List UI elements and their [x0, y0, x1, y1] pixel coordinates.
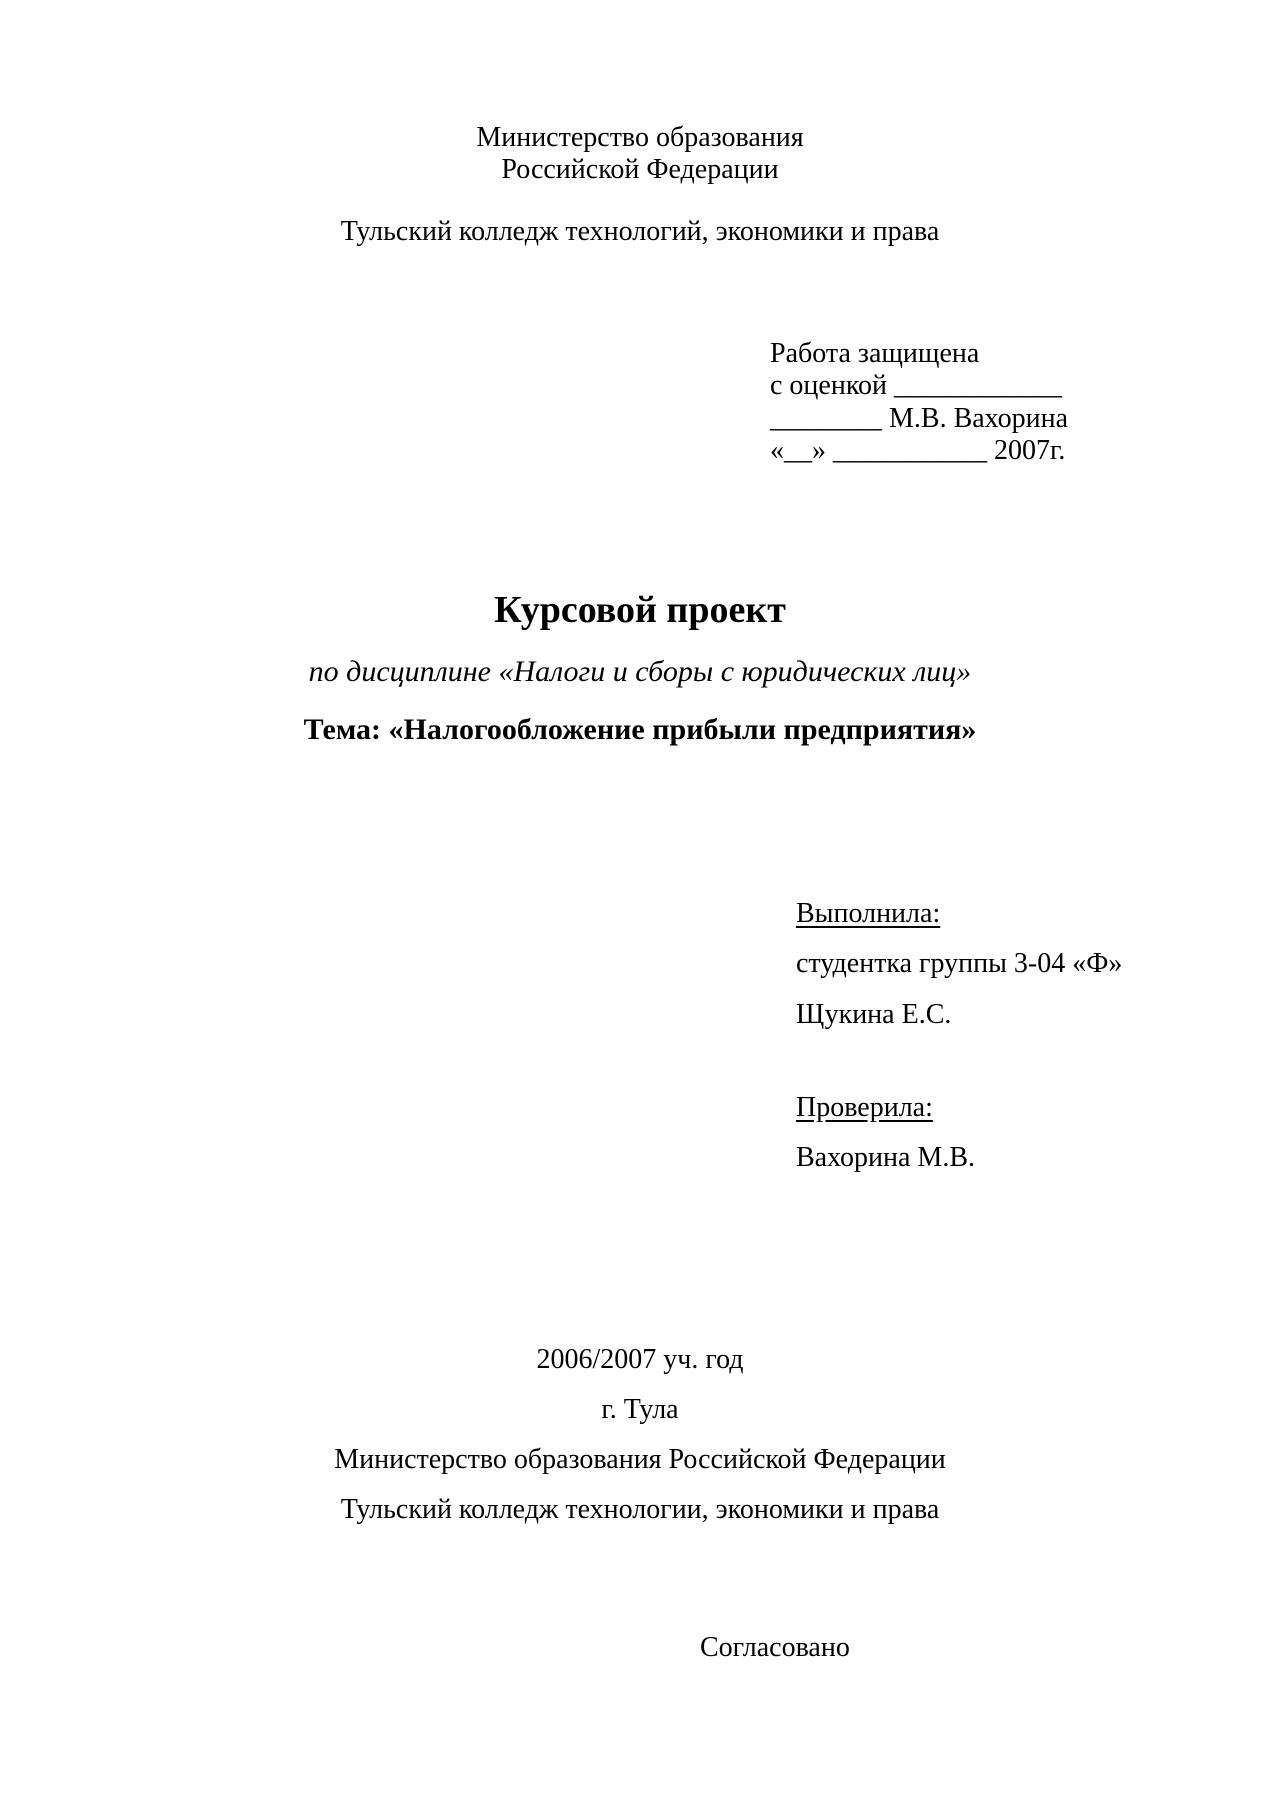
student-name: Щукина Е.С.: [796, 999, 952, 1030]
performed-label: Выполнила:: [796, 898, 941, 929]
student-group: студентка группы 3-04 «Ф»: [796, 948, 1123, 979]
ministry-line-2: Российской Федерации: [501, 154, 779, 185]
footer-ministry: Министерство образования Российской Федерации: [334, 1444, 946, 1475]
city: г. Тула: [601, 1394, 679, 1425]
footer-college: Тульский колледж технологии, экономики и права: [340, 1494, 940, 1525]
discipline-subtitle: по дисциплине «Налоги и сборы с юридических лиц»: [308, 655, 972, 688]
approval-line-4: «__» ___________ 2007г.: [770, 435, 1066, 466]
approval-line-1: Работа защищена: [770, 338, 980, 369]
approval-line-3: ________ М.В. Вахорина: [770, 403, 1069, 434]
approval-line-2: с оценкой ____________: [770, 370, 1062, 401]
checked-label: Проверила:: [796, 1092, 933, 1123]
college-name: Тульский колледж технологий, экономики и права: [340, 216, 940, 247]
agreed-label: Согласовано: [700, 1632, 850, 1663]
checker-name: Вахорина М.В.: [796, 1142, 976, 1173]
ministry-line-1: Министерство образования: [476, 122, 804, 153]
document-title: Курсовой проект: [494, 589, 786, 631]
topic-line: Тема: «Налогообложение прибыли предприятия»: [303, 713, 977, 746]
academic-year: 2006/2007 уч. год: [536, 1344, 744, 1375]
